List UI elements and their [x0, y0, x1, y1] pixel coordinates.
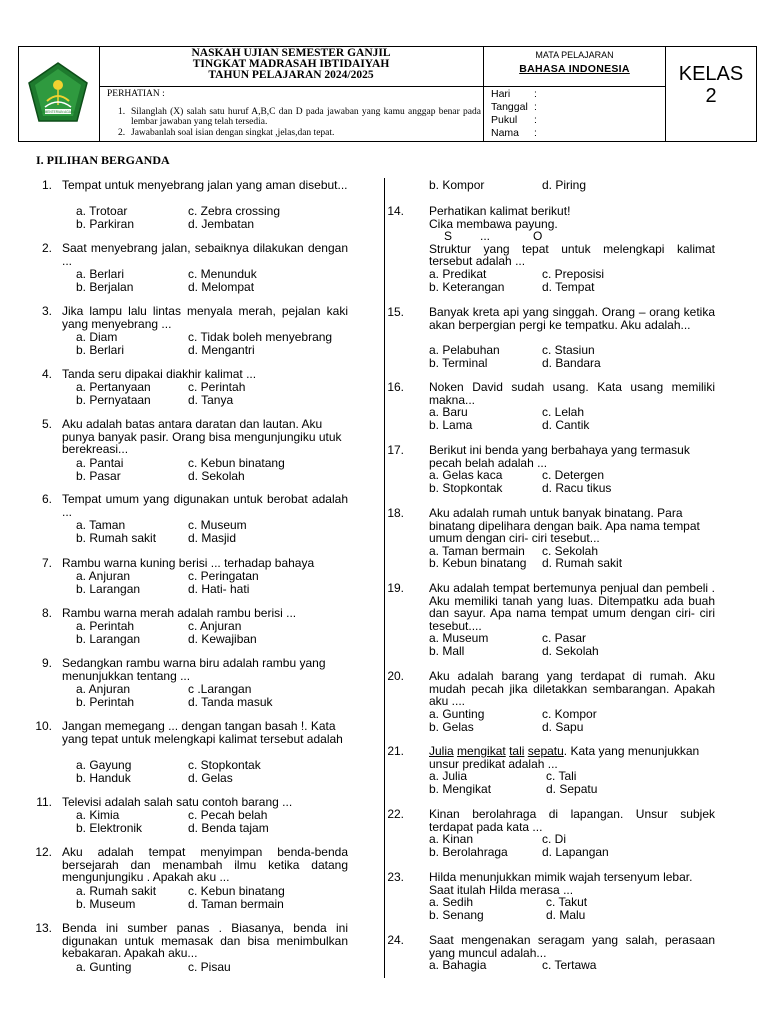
option-a[interactable]: a. Pantai	[76, 456, 124, 470]
option-d[interactable]: d. Racu tikus	[542, 480, 612, 495]
exam-title-line-1: NASKAH UJIAN SEMESTER GANJIL	[191, 47, 391, 59]
option-d[interactable]: d. Cantik	[542, 417, 590, 432]
option-a[interactable]: a. Gunting	[429, 707, 485, 721]
word-predicate: mengikat	[457, 744, 506, 758]
question-number: 19.	[387, 581, 404, 595]
option-b[interactable]: b. Terminal	[429, 355, 488, 370]
question-item	[378, 444, 718, 496]
question-number: 22.	[387, 807, 404, 821]
subject-label: MATA PELAJARAN	[535, 50, 614, 60]
question-number: 10.	[35, 719, 52, 733]
question-item	[378, 745, 718, 797]
option-d[interactable]: d. Sapu	[542, 719, 584, 734]
sentence-structure-s: S	[444, 229, 453, 244]
option-c[interactable]: c. Pisau	[188, 959, 231, 974]
option-c[interactable]: c. Stasiun	[542, 343, 595, 357]
option-b[interactable]: b. Larangan	[76, 581, 141, 596]
option-c[interactable]: c. Tidak boleh menyebrang	[188, 330, 333, 344]
question-number: 11.	[36, 795, 52, 809]
question-text: Aku adalah rumah untuk banyak binatang. Para binatang dipelihara dengan baik. Apa nama tempat umum dengan ciri- ciri tesebut...	[429, 506, 700, 546]
question-item	[26, 922, 366, 974]
option-a[interactable]: a. Pertanyaan	[76, 380, 151, 394]
exam-title-block	[99, 47, 484, 87]
option-c[interactable]: c. Kompor	[542, 707, 597, 721]
exam-header-table	[18, 46, 757, 142]
question-item	[26, 305, 366, 357]
question-number: 9.	[41, 656, 52, 670]
option-d[interactable]: d. Jembatan	[188, 216, 255, 231]
option-d[interactable]: d. Benda tajam	[188, 820, 269, 835]
option-c[interactable]: c. Menunduk	[188, 267, 257, 281]
option-c[interactable]: c. Lelah	[542, 405, 585, 419]
question-text: Tanda seru dipakai diakhir kalimat ...	[62, 367, 257, 381]
question-item	[26, 846, 366, 910]
option-d[interactable]: d. Masjid	[188, 530, 237, 545]
subject-block	[484, 47, 666, 87]
instruction-number: 2.	[118, 128, 126, 138]
question-text: Rambu warna merah adalah rambu berisi ...	[62, 606, 297, 620]
option-c[interactable]: c. Kebun binatang	[188, 456, 285, 470]
word-subject: Julia	[429, 744, 454, 758]
option-c[interactable]: c .Larangan	[188, 682, 252, 696]
question-text: Aku adalah barang yang terdapat di rumah. Aku mudah pecah jika diletakkan sembarangan. Apakah aku ....	[429, 669, 715, 709]
option-d[interactable]: d. Melompat	[188, 279, 255, 294]
option-a[interactable]: a. Gelas kaca	[429, 468, 503, 482]
question-number: 13.	[35, 921, 52, 935]
option-d[interactable]: d. Tempat	[542, 279, 595, 294]
info-colon: :	[534, 101, 537, 113]
exam-title-line-3: TAHUN PELAJARAN 2024/2025	[208, 69, 374, 81]
question-item	[26, 657, 366, 709]
option-c[interactable]: c. Perintah	[188, 380, 246, 394]
svg-text:KEMENTERIAN AGAMA: KEMENTERIAN AGAMA	[40, 110, 76, 114]
option-a[interactable]: a. Anjuran	[76, 682, 131, 696]
option-a[interactable]: a. Taman bermain	[429, 543, 525, 558]
instruction-text: Jawabanlah soal isian dengan singkat ,jelas,dan tepat.	[131, 128, 335, 138]
question-text: Berikut ini benda yang berbahaya yang termasuk pecah belah adalah ...	[429, 443, 690, 470]
question-item	[26, 179, 366, 231]
question-item	[378, 670, 718, 734]
question-number: 17.	[387, 443, 404, 457]
question-item	[378, 582, 718, 660]
exam-title-line-2: TINGKAT MADRASAH IBTIDAIYAH	[192, 58, 390, 70]
option-a[interactable]: a. Sedih	[429, 895, 474, 909]
option-b[interactable]: b. Museum	[76, 896, 136, 911]
logo-cell	[19, 47, 100, 141]
question-item	[26, 493, 366, 545]
option-b[interactable]: b. Gelas	[429, 719, 474, 734]
question-number: 4.	[41, 367, 52, 381]
option-b[interactable]: b. Handuk	[76, 770, 131, 785]
question-text: Kinan berolahraga di lapangan. Unsur subjek terdapat pada kata ...	[429, 807, 715, 834]
option-c[interactable]: c. Anjuran	[188, 619, 242, 633]
option-a[interactable]: a. Berlari	[76, 267, 125, 281]
option-b[interactable]: b. Kompor	[429, 178, 485, 192]
option-a[interactable]: a. Museum	[429, 631, 489, 646]
question-item	[26, 796, 366, 836]
option-d[interactable]: d. Kewajiban	[188, 631, 257, 646]
question-text: Tempat umum yang digunakan untuk berobat adalah ...	[62, 492, 348, 519]
instruction-number: 1.	[118, 107, 126, 117]
option-a[interactable]: a. Anjuran	[76, 569, 131, 583]
question-text: Perhatikan kalimat berikut!	[429, 204, 571, 218]
option-a[interactable]: a. Predikat	[429, 267, 487, 281]
option-a[interactable]: a. Kinan	[429, 832, 474, 846]
instruction-item	[118, 107, 481, 127]
option-a[interactable]: a. Bahagia	[429, 958, 487, 972]
student-info-block	[484, 87, 666, 141]
question-number: 12.	[35, 845, 52, 859]
question-text: Hilda menunjukkan mimik wajah tersenyum lebar. Saat itulah Hilda merasa ...	[429, 870, 693, 897]
class-label: KELAS	[678, 63, 744, 85]
option-c[interactable]: c. Pasar	[542, 631, 587, 646]
question-item	[26, 242, 366, 294]
option-d[interactable]: d. Sekolah	[542, 644, 599, 658]
question-text: Noken David sudah usang. Kata usang memiliki makna...	[429, 380, 715, 407]
option-b[interactable]: b. Pasar	[76, 468, 121, 483]
option-d[interactable]: d. Gelas	[188, 770, 233, 785]
option-b[interactable]: b. Parkiran	[76, 216, 135, 231]
question-text: Tempat untuk menyebrang jalan yang aman disebut...	[62, 178, 348, 192]
option-c[interactable]: c. Takut	[546, 895, 588, 909]
option-d[interactable]: d. Lapangan	[542, 844, 609, 859]
option-b[interactable]: b. Pernyataan	[76, 392, 151, 407]
question-number: 24.	[387, 933, 404, 947]
option-c[interactable]: c. Stopkontak	[188, 758, 261, 772]
option-b[interactable]: b. Kebun binatang	[429, 556, 527, 571]
question-number: 23.	[387, 870, 404, 884]
option-b[interactable]: b. Berjalan	[76, 279, 134, 294]
question-number: 1.	[41, 178, 52, 192]
instructions-block	[99, 87, 484, 141]
info-row-tanggal	[491, 101, 537, 114]
instruction-text: Silanglah (X) salah satu huruf A,B,C dan D pada jawaban yang kamu anggap benar pada lembar jawaban yang telah tersedia.	[131, 107, 481, 127]
option-d[interactable]: d. Rumah sakit	[542, 556, 623, 571]
option-c[interactable]: c. Tertawa	[542, 958, 597, 972]
class-block	[666, 47, 756, 141]
question-item	[26, 418, 366, 482]
option-a[interactable]: a. Julia	[429, 769, 468, 783]
question-item	[26, 557, 366, 597]
info-label: Pukul	[491, 114, 518, 126]
option-b[interactable]: b. Lama	[429, 417, 473, 432]
question-text: Saat menyebrang jalan, sebaiknya dilakukan dengan ...	[62, 241, 348, 268]
question-text: Rambu warna kuning berisi ... terhadap bahaya	[62, 556, 315, 570]
option-d[interactable]: d. Tanda masuk	[188, 694, 273, 709]
option-c[interactable]: c. Peringatan	[188, 569, 259, 583]
question-number: 3.	[41, 304, 52, 318]
info-label: Nama	[491, 127, 520, 139]
example-sentence: Cika membawa payung.	[429, 216, 558, 231]
question-text: Saat mengenakan seragam yang salah, perasaan yang muncul adalah...	[429, 933, 715, 960]
question-text: Banyak kreta api yang singgah. Orang – orang ketika akan berpergian pergi ke tempatku. Aku adalah...	[429, 305, 715, 332]
option-c[interactable]: c. Sekolah	[542, 543, 599, 558]
question-text: Televisi adalah salah satu contoh barang ...	[62, 795, 293, 809]
word-object: tali	[509, 744, 525, 758]
option-d[interactable]: d. Mengantri	[188, 342, 255, 357]
question-number: 7.	[41, 556, 52, 570]
option-a[interactable]: a. Trotoar	[76, 204, 128, 218]
info-row-pukul	[491, 114, 537, 127]
question-number: 16.	[387, 380, 404, 394]
option-a[interactable]: a. Perintah	[76, 619, 135, 633]
option-b[interactable]: b. Berlari	[76, 342, 125, 357]
option-c[interactable]: c. Detergen	[542, 468, 605, 482]
question-text-continued: Struktur yang tepat untuk melengkapi kalimat tersebut adalah ...	[429, 241, 715, 269]
question-item	[26, 368, 366, 408]
option-c[interactable]: c. Tali	[546, 769, 577, 783]
option-c[interactable]: c. Museum	[188, 518, 247, 532]
question-number: 18.	[387, 506, 404, 520]
subject-value: BAHASA INDONESIA	[519, 63, 630, 75]
option-b[interactable]: b. Mall	[429, 644, 465, 658]
question-text: Aku adalah tempat menyimpan benda-benda bersejarah dan menambah ilmu ketika datang mengunjungiku . Apakah aku ...	[62, 845, 348, 885]
question-text: Sedangkan rambu warna biru adalah rambu yang menunjukkan tentang ...	[62, 656, 326, 683]
sentence-structure-blank: ...	[480, 229, 491, 244]
option-b[interactable]: b. Berolahraga	[429, 844, 508, 859]
option-d[interactable]: d. Hati- hati	[188, 581, 250, 596]
info-label: Tanggal	[491, 101, 528, 113]
option-a[interactable]: a. Diam	[76, 330, 118, 344]
question-item	[26, 607, 366, 647]
question-text: Benda ini sumber panas . Biasanya, benda ini digunakan untuk memasak dan bisa menimbulkan kebakaran. Apakah aku...	[62, 921, 348, 961]
option-a[interactable]: a. Kimia	[76, 808, 120, 822]
instruction-item	[118, 128, 481, 138]
question-text: Jangan memegang ... dengan tangan basah !. Kata yang tepat untuk melengkapi kalimat tersebut adalah	[62, 719, 343, 746]
option-b[interactable]: b. Larangan	[76, 631, 141, 646]
question-item	[378, 871, 718, 923]
option-c[interactable]: c. Preposisi	[542, 267, 605, 281]
sentence-structure-o: O	[533, 229, 543, 244]
option-d[interactable]: d. Sekolah	[188, 468, 245, 483]
option-b[interactable]: b. Senang	[429, 907, 484, 922]
question-text-rest: . Kata yang menunjukkan unsur predikat adalah ...	[429, 744, 700, 771]
option-a[interactable]: a. Gayung	[76, 758, 132, 772]
option-d[interactable]: d. Malu	[546, 907, 586, 922]
option-c[interactable]: c. Kebun binatang	[188, 884, 285, 898]
option-a[interactable]: a. Gunting	[76, 959, 132, 974]
option-d[interactable]: d. Sepatu	[546, 781, 598, 796]
instructions-label: PERHATIAN :	[107, 89, 165, 99]
question-number: 5.	[41, 417, 52, 431]
question-item	[378, 306, 718, 370]
info-row-hari	[491, 88, 537, 101]
option-b[interactable]: b. Stopkontak	[429, 480, 503, 495]
option-c[interactable]: c. Pecah belah	[188, 808, 268, 822]
question-number: 8.	[41, 606, 52, 620]
option-d[interactable]: d. Piring	[542, 178, 587, 192]
question-item-continued	[403, 179, 743, 193]
section-title: I. PILIHAN BERGANDA	[36, 153, 170, 167]
question-item	[378, 381, 718, 433]
question-number: 14.	[387, 204, 404, 218]
question-text	[429, 745, 715, 770]
word-object-2: sepatu	[527, 744, 564, 758]
option-b[interactable]: b. Mengikat	[429, 781, 492, 796]
option-b[interactable]: b. Perintah	[76, 694, 135, 709]
option-b[interactable]: b. Rumah sakit	[76, 530, 157, 545]
option-d[interactable]: d. Bandara	[542, 355, 601, 370]
question-number: 20.	[387, 669, 404, 683]
info-colon: :	[534, 88, 537, 100]
question-item	[26, 720, 366, 784]
question-item	[378, 808, 718, 860]
question-item	[378, 205, 718, 297]
class-number: 2	[705, 85, 717, 107]
option-a[interactable]: a. Pelabuhan	[429, 343, 500, 357]
option-a[interactable]: a. Taman	[76, 518, 126, 532]
question-number: 15.	[387, 305, 404, 319]
question-text: Aku adalah tempat bertemunya penjual dan pembeli . Aku memiliki tanah yang luas. Ditempatku ada buah dan sayur. Apa nama tempat umum dengan ciri- ciri tesebut....	[429, 581, 715, 633]
question-text: Aku adalah batas antara daratan dan lautan. Aku punya banyak pasir. Orang bisa mengunjungiku utuk berekreasi...	[62, 417, 342, 457]
question-item	[378, 934, 718, 974]
option-b[interactable]: b. Elektronik	[76, 820, 143, 835]
info-row-nama	[491, 127, 537, 140]
option-c[interactable]: c. Di	[542, 832, 566, 846]
info-label: Hari	[491, 88, 511, 100]
option-b[interactable]: b. Keterangan	[429, 279, 505, 294]
info-colon: :	[534, 127, 537, 139]
option-d[interactable]: d. Tanya	[188, 392, 234, 407]
option-a[interactable]: a. Rumah sakit	[76, 884, 157, 898]
option-d[interactable]: d. Taman bermain	[188, 896, 284, 911]
option-c[interactable]: c. Zebra crossing	[188, 204, 281, 218]
question-number: 6.	[41, 492, 52, 506]
question-number: 21.	[387, 744, 404, 758]
option-a[interactable]: a. Baru	[429, 405, 468, 419]
question-item	[378, 507, 718, 571]
kemenag-logo-icon	[25, 61, 91, 125]
question-number: 2.	[41, 241, 52, 255]
question-text: Jika lampu lalu lintas menyala merah, pejalan kaki yang menyebrang ...	[62, 304, 348, 331]
info-colon: :	[534, 114, 537, 126]
